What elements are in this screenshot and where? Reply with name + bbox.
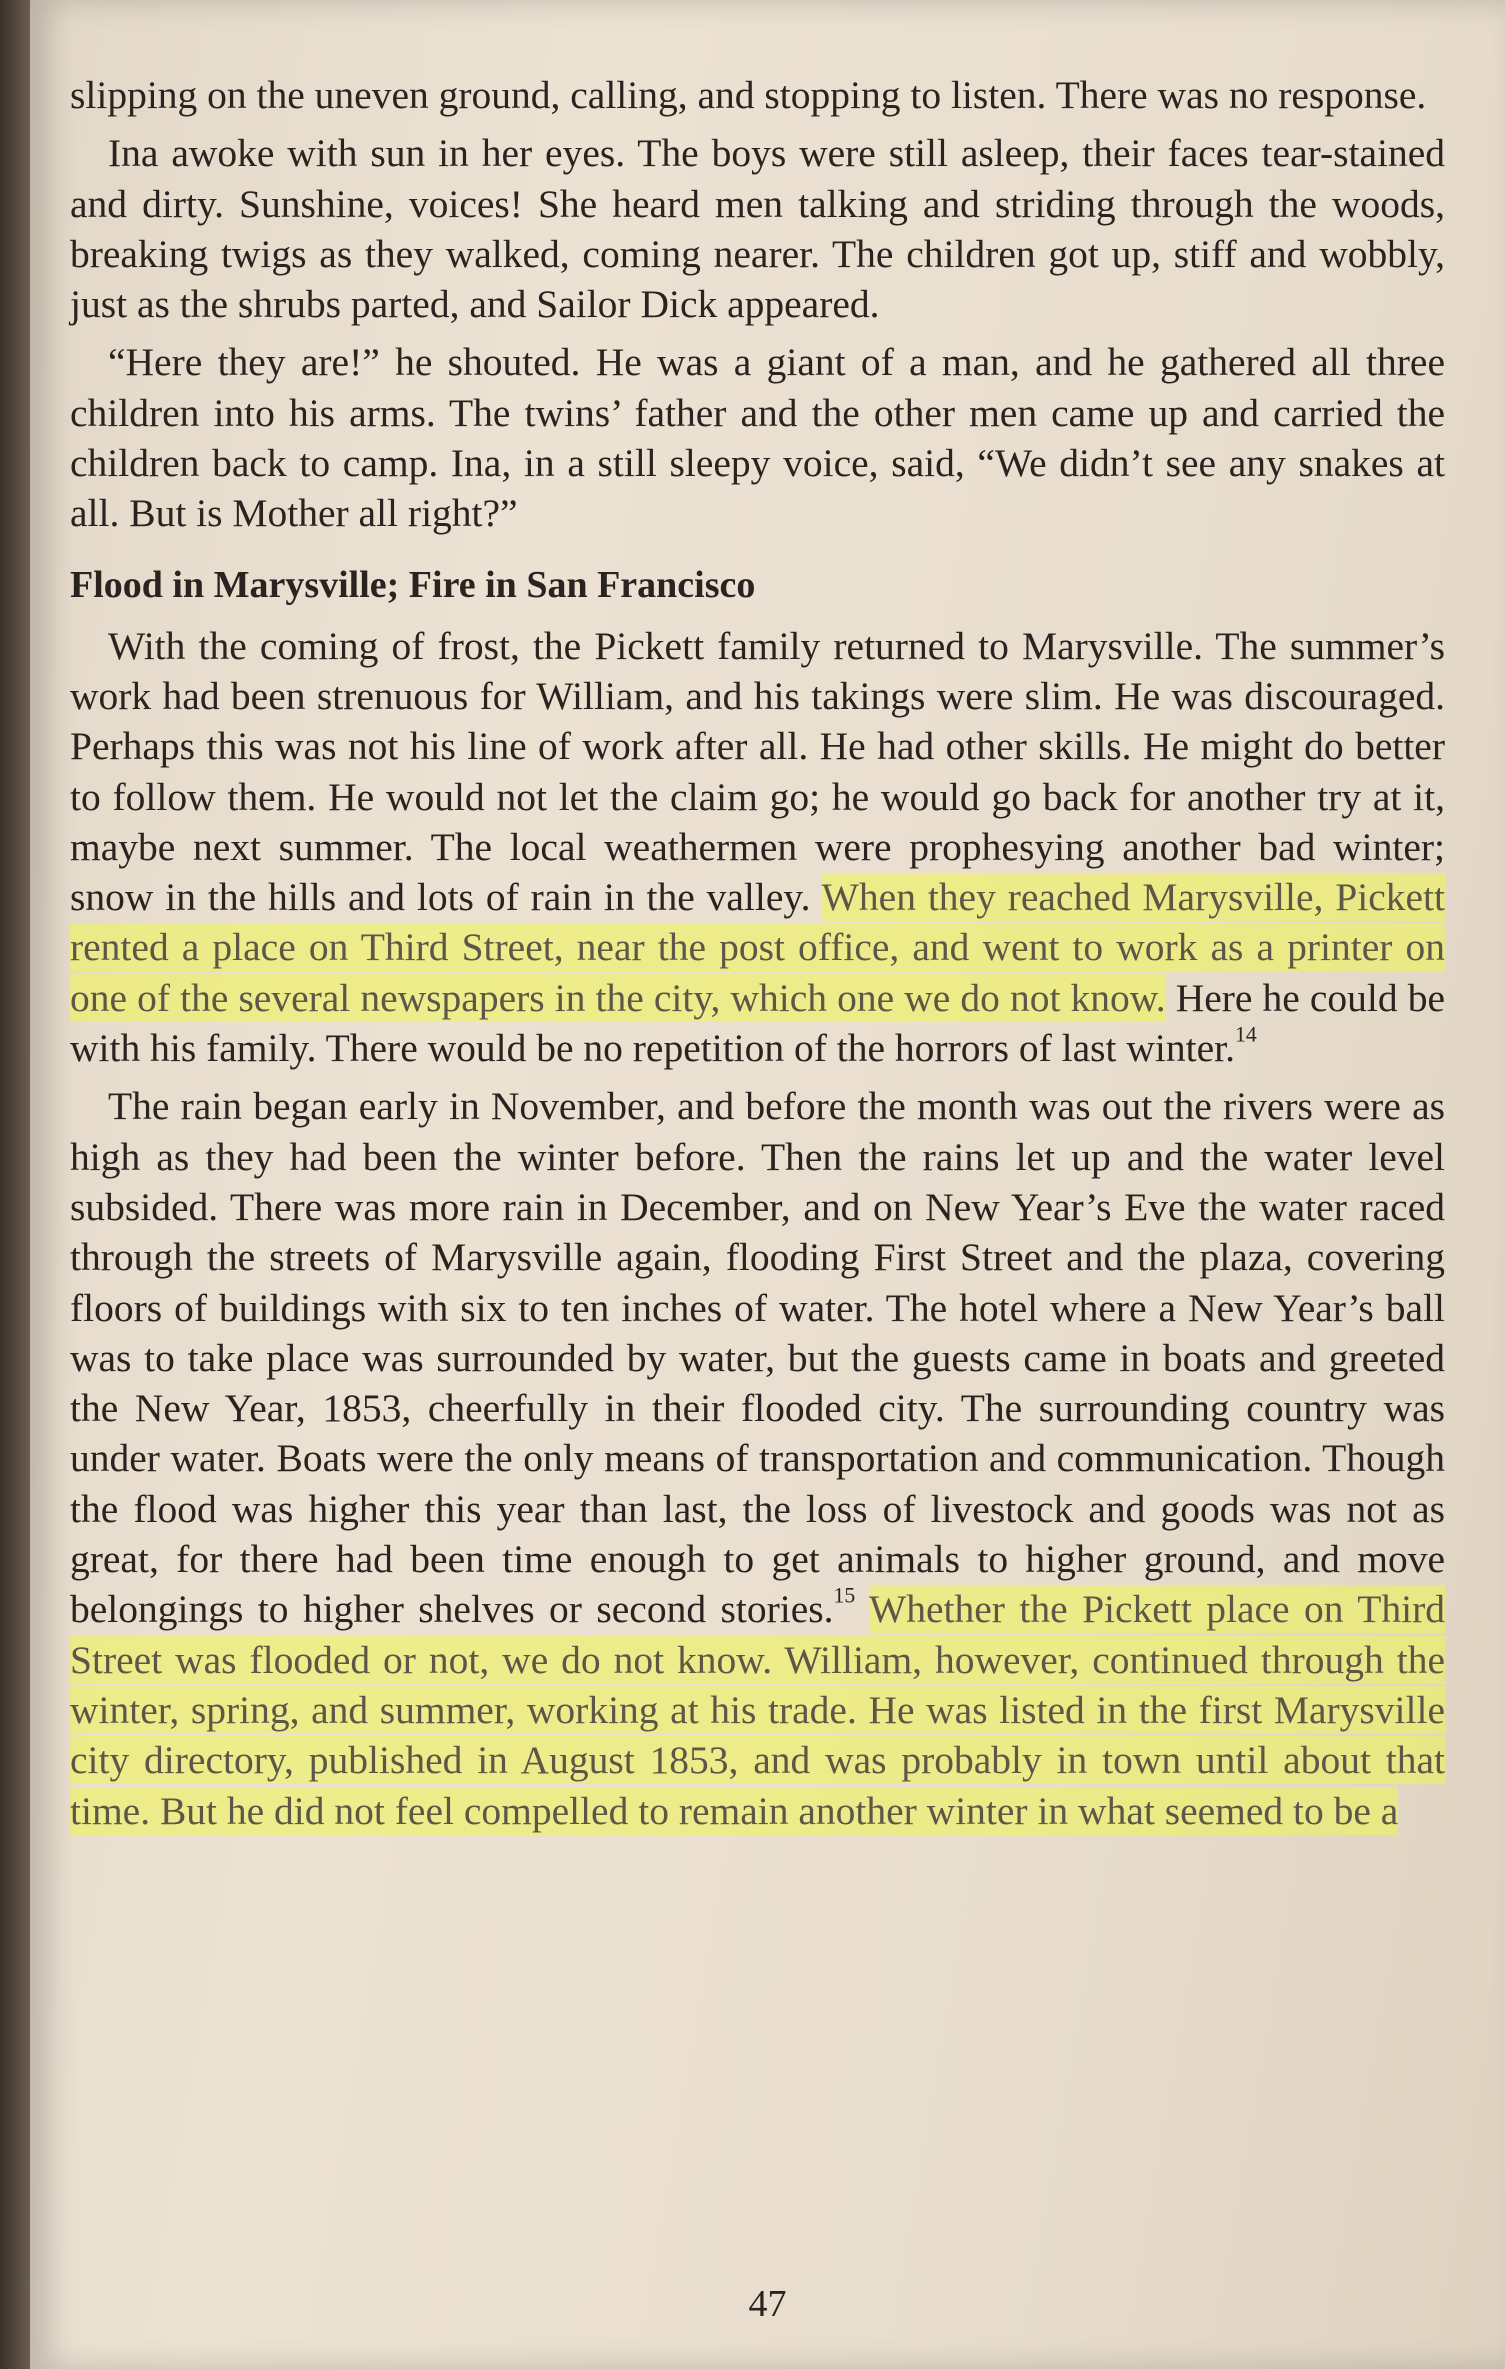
paragraph-2: Ina awoke with sun in her eyes. The boys were still asleep, their faces tear-stained and dirty. Sunshine, voices! She heard men talking and striding through the woods, breaking twigs as they walked, coming nearer. The children got up, stiff and wobbly, just as the shrubs parted, and Sailor Dick appeared. — [70, 131, 1445, 327]
footnote-ref-14: 14 — [1235, 1022, 1257, 1047]
paragraph-4-end: Here he could be with his family. There would be no repetition of the horrors of last winter. — [70, 975, 1445, 1071]
paragraph-5-text: The rain began early in November, and before the month was out the rivers were as high as they had been the winter before. Then the rains let up and the water level subsided. There was more rain in December, and on New Year’s Eve the water raced through the streets of Marysville again, flooding First Street and the plaza, covering floors of buildings with six to ten inches of water. The hotel where a New Year’s ball was to take place was surrounded by water, but the guests came in boats and greeted the New Year, 1853, cheerfully in their flooded city. The surrounding country was under water. Boats were the only means of transportation and communication. Though the flood was higher this year than last, the loss of livestock and goods was not as great, for there had been time enough to get animals to higher ground, and move belongings to higher shelves or second stories. — [70, 1084, 1445, 1632]
paragraph-1: slipping on the uneven ground, calling, and stopping to listen. There was no response. — [70, 73, 1427, 117]
footnote-ref-15: 15 — [833, 1583, 856, 1608]
highlighted-passage-2: Whether the Pickett place on Third Street was flooded or not, we do not know. William, however, continued through the winter, spring, and summer, working at his trade. He was listed in the first Marysville city directory, published in August 1853, and was probably in town until about that time. But he did not feel compelled to remain another winter in what seemed to be a — [70, 1587, 1445, 1833]
book-page — [30, 0, 1505, 2369]
section-heading: Flood in Marysville; Fire in San Francisco — [70, 563, 756, 606]
book-gutter — [0, 0, 30, 2369]
paragraph-4 — [70, 621, 1445, 1074]
paragraph-5 — [70, 1081, 1445, 1835]
paragraph-4-text: With the coming of frost, the Pickett family returned to Marysville. The summer’s work had been strenuous for William, and his takings were slim. He was discouraged. Perhaps this was not his line of work after all. He had other skills. He might do better to follow them. He would not let the claim go; he would go back for another try at it, maybe next summer. The local weathermen were prophesying another bad winter; snow in the hills and lots of rain in the valley. — [70, 623, 1445, 920]
paragraph-3: “Here they are!” he shouted. He was a giant of a man, and he gathered all three children into his arms. The twins’ father and the other men came up and carried the children back to camp. Ina, in a still sleepy voice, said, “We didn’t see any snakes at all. But is Mother all right?” — [70, 340, 1445, 536]
page-number: 47 — [748, 2283, 787, 2325]
page-text — [70, 70, 1445, 1844]
highlighted-passage-1: When they reached Marysville, Pickett rented a place on Third Street, near the post office, and went to work as a printer on one of the several newspapers in the city, which one we do not know. — [70, 875, 1445, 1020]
